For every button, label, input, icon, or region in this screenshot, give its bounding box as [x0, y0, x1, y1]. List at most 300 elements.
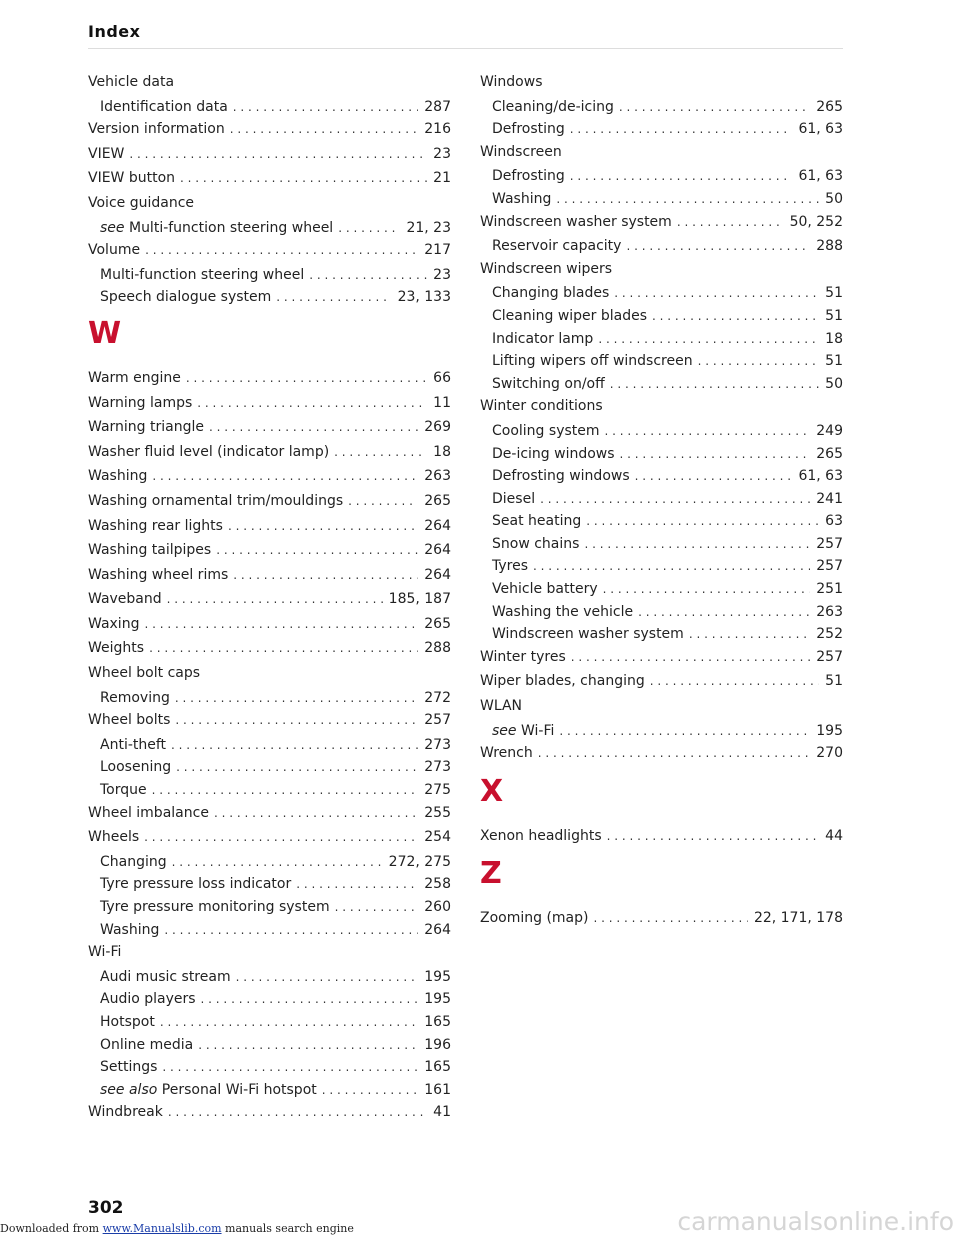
page-reference: 257: [816, 558, 843, 575]
dot-leader: [348, 490, 418, 513]
index-entry: [88, 192, 451, 217]
index-term-text: VIEW button: [88, 170, 176, 187]
index-entry: [88, 709, 451, 734]
index-term: [100, 1056, 162, 1079]
index-term: [100, 779, 152, 802]
index-term-text: Defrosting: [492, 168, 565, 185]
dot-leader: [594, 907, 748, 930]
page-reference: 161: [424, 1081, 451, 1098]
dot-leader: [309, 264, 427, 287]
dot-leader: [689, 623, 810, 646]
index-term: [480, 258, 617, 281]
index-term: [492, 720, 559, 743]
index-term: [100, 919, 164, 942]
index-term-text: WLAN: [480, 698, 523, 715]
page-reference: 51: [825, 285, 843, 302]
index-term: [492, 282, 614, 305]
index-term: [492, 305, 652, 328]
dot-leader: [233, 96, 418, 119]
index-term: [492, 578, 603, 601]
index-subentry: [480, 488, 843, 511]
index-entry: [480, 646, 843, 671]
index-entry: [88, 588, 451, 613]
index-entry: [480, 395, 843, 420]
page-reference: 265: [816, 98, 843, 115]
dot-leader: [197, 392, 427, 415]
index-term: [88, 392, 197, 415]
index-entry: [480, 141, 843, 166]
index-term: [492, 420, 605, 443]
dot-leader: [698, 350, 820, 373]
index-term: [480, 71, 548, 94]
dot-leader: [652, 305, 819, 328]
header-divider: [88, 48, 843, 49]
index-term: [480, 670, 650, 693]
index-term-text: Winter tyres: [480, 648, 566, 665]
index-term-text: Windscreen washer system: [480, 213, 672, 230]
index-term: [492, 96, 619, 119]
page-reference: 195: [424, 968, 451, 985]
index-subentry: [88, 264, 451, 287]
index-term: [88, 192, 199, 215]
page-reference: 288: [424, 640, 451, 657]
index-term: [480, 211, 677, 234]
cross-reference-prefix: see also: [100, 1081, 158, 1098]
page-reference: 251: [816, 581, 843, 598]
index-term: [492, 488, 540, 511]
dot-leader: [607, 825, 820, 848]
dot-leader: [334, 441, 427, 464]
dot-leader: [586, 510, 819, 533]
index-subentry: [480, 350, 843, 373]
index-term: [492, 555, 533, 578]
page-reference: 264: [424, 517, 451, 534]
page-reference: 273: [424, 759, 451, 776]
index-term: [88, 826, 144, 849]
section-letter-text: Z: [480, 856, 502, 892]
dot-leader: [228, 515, 418, 538]
dot-leader: [171, 734, 418, 757]
index-term: [480, 825, 607, 848]
index-term-text: Switching on/off: [492, 375, 605, 392]
index-subentry: [88, 217, 451, 240]
index-entry: [88, 143, 451, 168]
index-term: [100, 734, 171, 757]
index-term: [100, 1079, 322, 1102]
index-entry: [480, 71, 843, 96]
index-term-text: Windscreen: [480, 143, 562, 160]
dot-leader: [570, 118, 793, 141]
index-column-right: [480, 71, 843, 932]
page-reference: 66: [433, 369, 451, 386]
index-term-text: Audi music stream: [100, 968, 231, 985]
dot-leader: [540, 488, 810, 511]
index-term: [100, 756, 176, 779]
index-entry: [88, 71, 451, 96]
index-entry: [480, 258, 843, 283]
page-reference: 21: [433, 170, 451, 187]
index-subentry: [480, 165, 843, 188]
index-term-text: Wheel imbalance: [88, 804, 209, 821]
index-term: [88, 637, 149, 660]
index-subentry: [88, 687, 451, 710]
page-reference: 265: [424, 615, 451, 632]
page-reference: 21, 23: [406, 219, 451, 236]
index-term: [88, 588, 167, 611]
page-reference: 287: [424, 98, 451, 115]
index-term: [100, 286, 276, 309]
index-term-text: Personal Wi-Fi hotspot: [161, 1081, 317, 1098]
page-reference: 23, 133: [397, 289, 451, 306]
index-term: [100, 988, 201, 1011]
index-term: [88, 490, 348, 513]
index-subentry: [480, 578, 843, 601]
index-term: [88, 941, 126, 964]
index-term: [492, 118, 570, 141]
index-subentry: [88, 873, 451, 896]
index-term: [100, 873, 296, 896]
index-term: [88, 613, 144, 636]
index-subentry: [480, 305, 843, 328]
page-reference: 264: [424, 542, 451, 559]
dot-leader: [571, 646, 811, 669]
index-subentry: [480, 235, 843, 258]
index-subentry: [88, 988, 451, 1011]
index-subentry: [480, 96, 843, 119]
index-entry: [88, 416, 451, 441]
index-subentry: [88, 779, 451, 802]
dot-leader: [338, 217, 400, 240]
dot-leader: [638, 601, 810, 624]
index-entry: [480, 907, 843, 932]
index-term: [492, 235, 626, 258]
index-subentry: [480, 601, 843, 624]
index-term-text: Zooming (map): [480, 910, 589, 927]
index-term: [88, 465, 152, 488]
page-reference: 216: [424, 121, 451, 138]
dot-leader: [209, 416, 418, 439]
index-term-text: Cleaning wiper blades: [492, 307, 648, 324]
index-entry: [88, 637, 451, 662]
index-term-text: Snow chains: [492, 535, 580, 552]
index-term-text: Multi-function steering wheel: [128, 219, 334, 236]
index-term-text: Changing blades: [492, 285, 610, 302]
index-term: [88, 515, 228, 538]
index-entry: [88, 662, 451, 687]
dot-leader: [635, 465, 793, 488]
dot-leader: [214, 802, 418, 825]
page-reference: 165: [424, 1059, 451, 1076]
dot-leader: [216, 539, 418, 562]
dot-leader: [168, 1101, 427, 1124]
dot-leader: [198, 1034, 418, 1057]
index-subentry: [480, 443, 843, 466]
page-reference: 63: [825, 513, 843, 530]
index-term-text: Washing tailpipes: [88, 542, 212, 559]
dot-leader: [176, 756, 418, 779]
dot-leader: [559, 720, 810, 743]
dot-leader: [322, 1079, 419, 1102]
index-entry: [88, 564, 451, 589]
index-subentry: [480, 373, 843, 396]
page-reference: 270: [816, 745, 843, 762]
dot-leader: [230, 118, 419, 141]
index-term-text: Warm engine: [88, 369, 181, 386]
index-term: [492, 188, 556, 211]
page-reference: 272, 275: [388, 853, 451, 870]
index-term: [492, 373, 610, 396]
page-reference: 61, 63: [798, 121, 843, 138]
dot-leader: [129, 143, 427, 166]
index-term: [88, 564, 233, 587]
index-term: [88, 239, 145, 262]
index-subentry: [88, 1011, 451, 1034]
dot-leader: [180, 167, 427, 190]
index-term: [100, 96, 233, 119]
cross-reference-prefix: see: [492, 722, 517, 739]
index-entry: [88, 465, 451, 490]
index-term: [492, 465, 635, 488]
index-term: [480, 695, 527, 718]
page-reference: 23: [433, 145, 451, 162]
index-term: [88, 167, 180, 190]
dot-leader: [175, 709, 418, 732]
index-term: [88, 71, 179, 94]
index-term: [492, 165, 570, 188]
index-term-text: Washer fluid level (indicator lamp): [88, 443, 330, 460]
index-subentry: [88, 96, 451, 119]
index-subentry: [88, 851, 451, 874]
index-subentry: [88, 734, 451, 757]
index-entry: [480, 211, 843, 236]
index-term-text: Washing wheel rims: [88, 566, 229, 583]
index-term-text: Washing rear lights: [88, 517, 223, 534]
dot-leader: [619, 96, 810, 119]
index-entry: [88, 613, 451, 638]
index-entry: [88, 118, 451, 143]
dot-leader: [533, 555, 810, 578]
index-entry: [480, 742, 843, 767]
dot-leader: [172, 851, 383, 874]
dot-leader: [152, 779, 419, 802]
page-title: Index: [88, 22, 141, 41]
dot-leader: [598, 328, 819, 351]
section-letter: [480, 767, 843, 825]
index-term-text: VIEW: [88, 145, 125, 162]
index-term: [100, 217, 338, 240]
index-term: [480, 907, 594, 930]
page-reference: 61, 63: [798, 168, 843, 185]
dot-leader: [144, 613, 418, 636]
index-term: [492, 510, 586, 533]
index-term: [480, 646, 571, 669]
index-term: [100, 966, 236, 989]
dot-leader: [164, 919, 418, 942]
page-reference: 18: [433, 443, 451, 460]
index-term-text: Cooling system: [492, 422, 600, 439]
page-reference: 41: [433, 1104, 451, 1121]
dot-leader: [626, 235, 810, 258]
index-term: [480, 742, 538, 765]
index-subentry: [480, 465, 843, 488]
section-letter-text: X: [480, 773, 504, 809]
index-subentry: [88, 756, 451, 779]
index-term-text: Removing: [100, 689, 170, 706]
dot-leader: [236, 966, 419, 989]
dot-leader: [276, 286, 391, 309]
page-reference: 44: [825, 827, 843, 844]
page-reference: 264: [424, 566, 451, 583]
index-entry: [88, 490, 451, 515]
index-term: [100, 851, 172, 874]
index-term: [480, 395, 608, 418]
index-term-text: Waxing: [88, 615, 140, 632]
dot-leader: [677, 211, 784, 234]
index-term-text: Online media: [100, 1036, 194, 1053]
index-term-text: Diesel: [492, 490, 536, 507]
index-term-text: Warning triangle: [88, 419, 204, 436]
page-reference: 22, 171, 178: [753, 910, 843, 927]
index-subentry: [480, 188, 843, 211]
index-term-text: Wheel bolt caps: [88, 665, 201, 682]
index-term: [88, 662, 205, 685]
index-term-text: Windbreak: [88, 1104, 163, 1121]
index-term-text: Vehicle battery: [492, 581, 598, 598]
page-reference: 51: [825, 673, 843, 690]
index-term-text: Windows: [480, 74, 543, 90]
dot-leader: [556, 188, 819, 211]
index-entry: [480, 695, 843, 720]
page-reference: 263: [816, 603, 843, 620]
index-subentry: [480, 623, 843, 646]
index-subentry: [88, 896, 451, 919]
page-reference: 264: [424, 921, 451, 938]
index-term-text: Washing: [88, 468, 148, 485]
page-reference: 263: [424, 468, 451, 485]
page-reference: 265: [816, 445, 843, 462]
index-subentry: [480, 720, 843, 743]
dot-leader: [160, 1011, 418, 1034]
index-entry: [88, 441, 451, 466]
index-term-text: Wi-Fi: [88, 944, 122, 961]
dot-leader: [152, 465, 418, 488]
index-subentry: [480, 118, 843, 141]
page-reference: 185, 187: [388, 591, 451, 608]
dot-leader: [145, 239, 418, 262]
index-subentry: [480, 420, 843, 443]
index-term-text: Xenon headlights: [480, 827, 602, 844]
section-letter-text: W: [88, 315, 122, 351]
index-entry: [480, 670, 843, 695]
page-reference: 50: [825, 190, 843, 207]
dot-leader: [570, 165, 793, 188]
watermark: carmanualsonline.info: [677, 1207, 954, 1236]
page-reference: 195: [816, 722, 843, 739]
index-subentry: [88, 286, 451, 309]
index-term-text: Weights: [88, 640, 145, 657]
dot-leader: [149, 637, 418, 660]
index-entry: [480, 825, 843, 850]
index-entry: [88, 515, 451, 540]
page-reference: 195: [424, 991, 451, 1008]
index-term-text: Torque: [100, 782, 147, 799]
index-term-text: Hotspot: [100, 1013, 155, 1030]
index-term-text: Wheels: [88, 829, 140, 846]
index-term: [88, 802, 214, 825]
index-subentry: [480, 282, 843, 305]
page-reference: 252: [816, 626, 843, 643]
index-term-text: Lifting wipers off windscreen: [492, 353, 693, 370]
section-letter: [88, 309, 451, 367]
page-number: 302: [88, 1198, 124, 1218]
footer-prefix: Downloaded from: [0, 1222, 103, 1235]
index-term-text: Waveband: [88, 591, 162, 608]
index-entry: [88, 392, 451, 417]
dot-leader: [584, 533, 810, 556]
page-reference: 196: [424, 1036, 451, 1053]
index-entry: [88, 826, 451, 851]
dot-leader: [605, 420, 811, 443]
page-reference: 249: [816, 422, 843, 439]
index-subentry: [88, 1034, 451, 1057]
index-term: [492, 328, 598, 351]
index-term-text: Audio players: [100, 991, 196, 1008]
dot-leader: [620, 443, 811, 466]
cross-reference-prefix: see: [100, 219, 125, 236]
index-subentry: [480, 555, 843, 578]
page-reference: 254: [424, 829, 451, 846]
index-term-text: Reservoir capacity: [492, 238, 622, 255]
index-term: [88, 118, 230, 141]
index-subentry: [480, 328, 843, 351]
index-term: [100, 1011, 160, 1034]
manualslib-link[interactable]: www.Manualslib.com: [102, 1222, 222, 1235]
index-term-text: Changing: [100, 853, 167, 870]
index-subentry: [480, 510, 843, 533]
index-subentry: [88, 919, 451, 942]
index-term-text: Washing: [492, 190, 552, 207]
dot-leader: [614, 282, 819, 305]
page-reference: 50, 252: [789, 213, 843, 230]
dot-leader: [175, 687, 418, 710]
page-reference: 51: [825, 353, 843, 370]
index-term-text: Settings: [100, 1059, 158, 1076]
index-term-text: Wiper blades, changing: [480, 673, 645, 690]
page-reference: 260: [424, 899, 451, 915]
dot-leader: [167, 588, 383, 611]
index-term-text: Version information: [88, 121, 225, 138]
index-entry: [88, 539, 451, 564]
dot-leader: [233, 564, 418, 587]
page-reference: 269: [424, 419, 451, 436]
dot-leader: [610, 373, 819, 396]
index-term-text: Tyre pressure monitoring system: [100, 899, 330, 915]
index-term-text: Winter conditions: [480, 398, 603, 415]
index-term-text: Volume: [88, 242, 141, 259]
index-term-text: Wi-Fi: [520, 722, 555, 739]
download-footer: [0, 1222, 354, 1235]
page-reference: 241: [816, 490, 843, 507]
index-term: [492, 350, 698, 373]
index-subentry: [480, 533, 843, 556]
dot-leader: [335, 896, 419, 919]
index-term-text: Tyre pressure loss indicator: [100, 876, 292, 893]
index-term-text: Anti-theft: [100, 736, 167, 753]
index-term-text: Cleaning/de-icing: [492, 98, 614, 115]
index-term: [100, 896, 335, 919]
index-term-text: Warning lamps: [88, 394, 193, 411]
index-term-text: Washing the vehicle: [492, 603, 634, 620]
